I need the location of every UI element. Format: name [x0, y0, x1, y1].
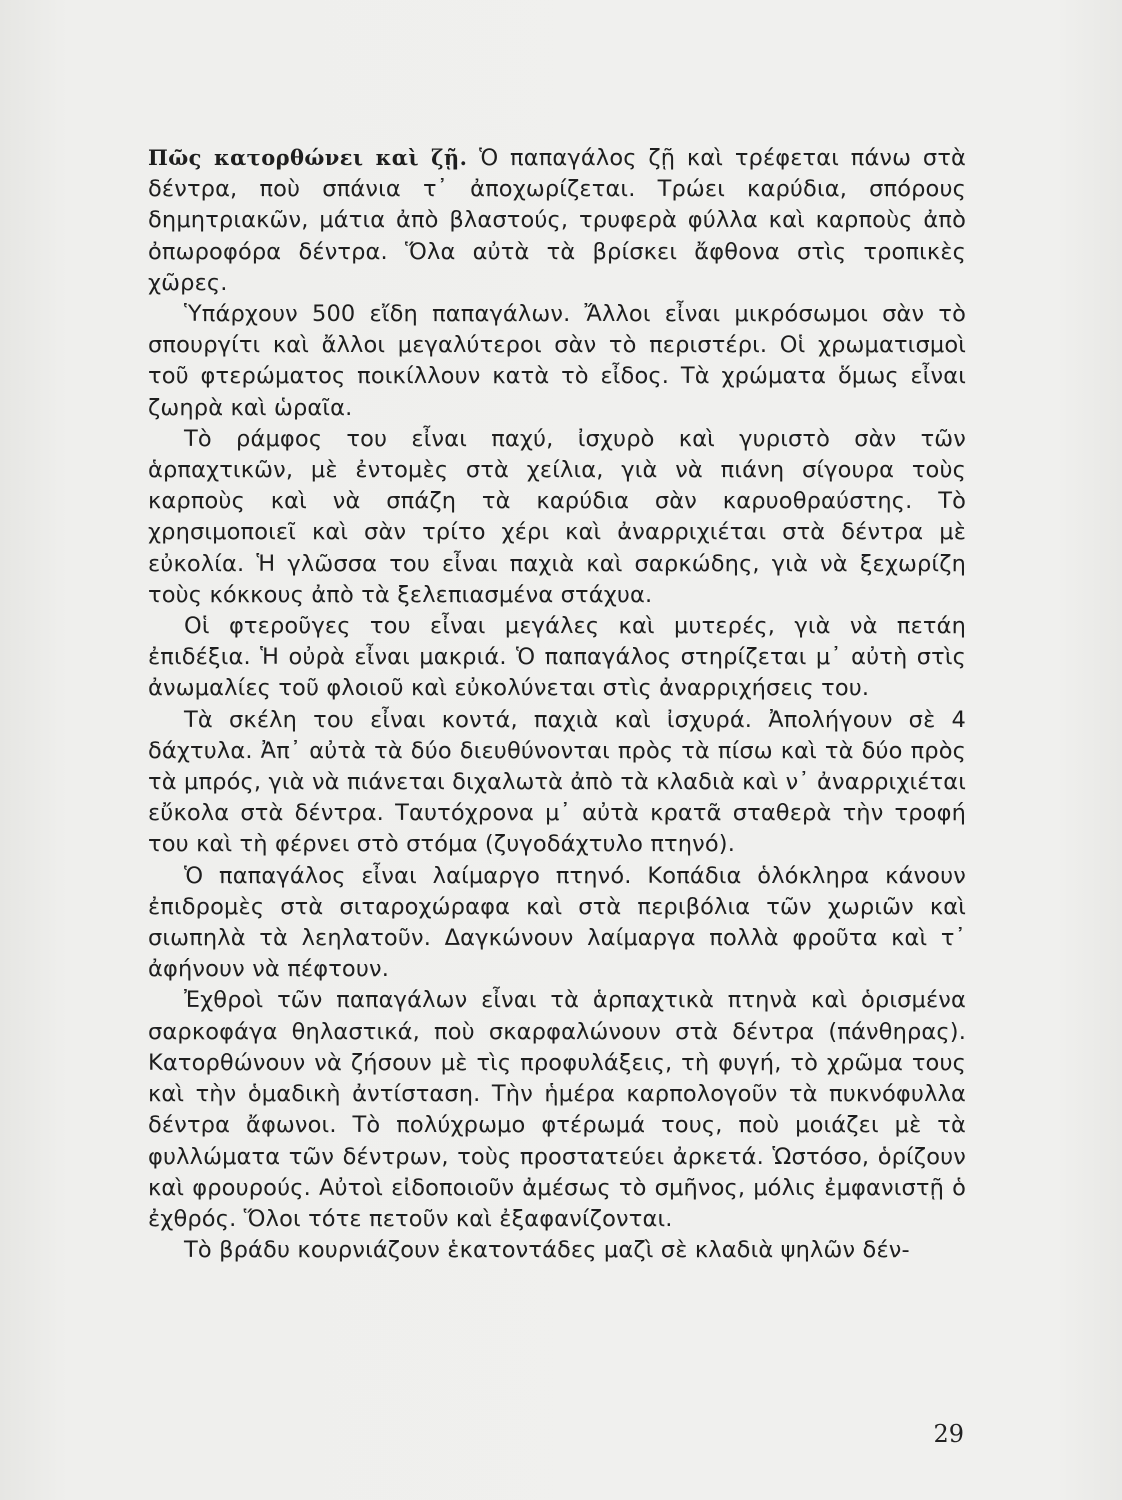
paragraph-1	[148, 142, 966, 299]
paragraph-2: Ὑπάρχουν 500 εἴδη παπαγάλων. Ἄλλοι εἶναι μικρόσωμοι σὰν τὸ σπουργίτι καὶ ἄλλοι μεγαλύτεροι σὰν τὸ περιστέρι. Οἱ χρωματισμοὶ τοῦ φτερώματος ποικίλλουν κατὰ τὸ εἶδος. Τὰ χρώματα ὅμως εἶναι ζωηρὰ καὶ ὡραῖα.	[148, 301, 966, 421]
page-text	[148, 142, 966, 1266]
paragraph-7: Ἐχθροὶ τῶν παπαγάλων εἶναι τὰ ἁρπαχτικὰ πτηνὰ καὶ ὁρισμένα σαρκοφάγα θηλαστικά, ποὺ σκαρφαλώνουν στὰ δέντρα (πάνθηρας). Κατορθώνουν νὰ ζήσουν μὲ τὶς προφυλάξεις, τὴ φυγή, τὸ χρῶμα τους καὶ τὴν ὁμαδικὴ ἀντίσταση. Τὴν ἡμέρα καρπολογοῦν τὰ πυκνόφυλλα δέντρα ἄφωνοι. Τὸ πολύχρωμο φτέρωμά τους, ποὺ μοιάζει μὲ τὰ φυλλώματα τῶν δέντρων, τοὺς προστατεύει ἀρκετά. Ὡστόσο, ὁρίζουν καὶ φρουρούς. Αὐτοὶ εἰδοποιοῦν ἀμέσως τὸ σμῆνος, μόλις ἐμφανιστῇ ὁ ἐχθρός. Ὅλοι τότε πετοῦν καὶ ἐξαφανίζονται.	[148, 987, 966, 1232]
page-number: 29	[933, 1420, 964, 1448]
section-heading: Πῶς κατορθώνει καὶ ζῇ.	[148, 145, 468, 170]
paragraph-3: Τὸ ράμφος του εἶναι παχύ, ἰσχυρὸ καὶ γυριστὸ σὰν τῶν ἁρπαχτικῶν, μὲ ἐντομὲς στὰ χείλια, γιὰ νὰ πιάνη σίγουρα τοὺς καρποὺς καὶ νὰ σπάζη τὰ καρύδια σὰν καρυοθραύστης. Τὸ χρησιμοποιεῖ καὶ σὰν τρίτο χέρι καὶ ἀναρριχιέται στὰ δέντρα μὲ εὐκολία. Ἡ γλῶσσα του εἶναι παχιὰ καὶ σαρκώδης, γιὰ νὰ ξεχωρίζη τοὺς κόκκους ἀπὸ τὰ ξελεπιασμένα στάχυα.	[148, 425, 966, 608]
paragraph-4: Οἱ φτεροῦγες του εἶναι μεγάλες καὶ μυτερές, γιὰ νὰ πετάη ἐπιδέξια. Ἡ οὐρὰ εἶναι μακριά. Ὁ παπαγάλος στηρίζεται μ᾽ αὐτὴ στὶς ἀνωμαλίες τοῦ φλοιοῦ καὶ εὐκολύνεται στὶς ἀναρριχήσεις του.	[148, 613, 966, 702]
paragraph-1-text: Ὁ παπαγάλος ζῇ καὶ τρέφεται πάνω στὰ δέντρα, ποὺ σπάνια τ᾽ ἀποχωρίζεται. Τρώει καρύδια, σπόρους δημητριακῶν, μάτια ἀπὸ βλαστούς, τρυφερὰ φύλλα καὶ καρποὺς ἀπὸ ὀπωροφόρα δέντρα. Ὅλα αὐτὰ τὰ βρίσκει ἄφθονα στὶς τροπικὲς χῶρες.	[148, 145, 966, 296]
paragraph-6: Ὁ παπαγάλος εἶναι λαίμαργο πτηνό. Κοπάδια ὁλόκληρα κάνουν ἐπιδρομὲς στὰ σιταροχώραφα καὶ στὰ περιβόλια τῶν χωριῶν καὶ σιωπηλὰ τὰ λεηλατοῦν. Δαγκώνουν λαίμαργα πολλὰ φροῦτα καὶ τ᾽ ἀφήνουν νὰ πέφτουν.	[148, 862, 966, 983]
paragraph-5: Τὰ σκέλη του εἶναι κοντά, παχιὰ καὶ ἰσχυρά. Ἀπολήγουν σὲ 4 δάχτυλα. Ἀπ᾽ αὐτὰ τὰ δύο διευθύνονται πρὸς τὰ πίσω καὶ τὰ δύο πρὸς τὰ μπρός, γιὰ νὰ πιάνεται διχαλωτὰ ἀπὸ τὰ κλαδιὰ καὶ ν᾽ ἀναρριχιέται εὔκολα στὰ δέντρα. Ταυτόχρονα μ᾽ αὐτὰ κρατᾶ σταθερὰ τὴν τροφή του καὶ τὴ φέρνει στὸ στόμα (ζυγοδάχτυλο πτηνό).	[148, 706, 966, 858]
paragraph-8: Τὸ βράδυ κουρνιάζουν ἑκατοντάδες μαζὶ σὲ κλαδιὰ ψηλῶν δέν-	[184, 1237, 910, 1264]
